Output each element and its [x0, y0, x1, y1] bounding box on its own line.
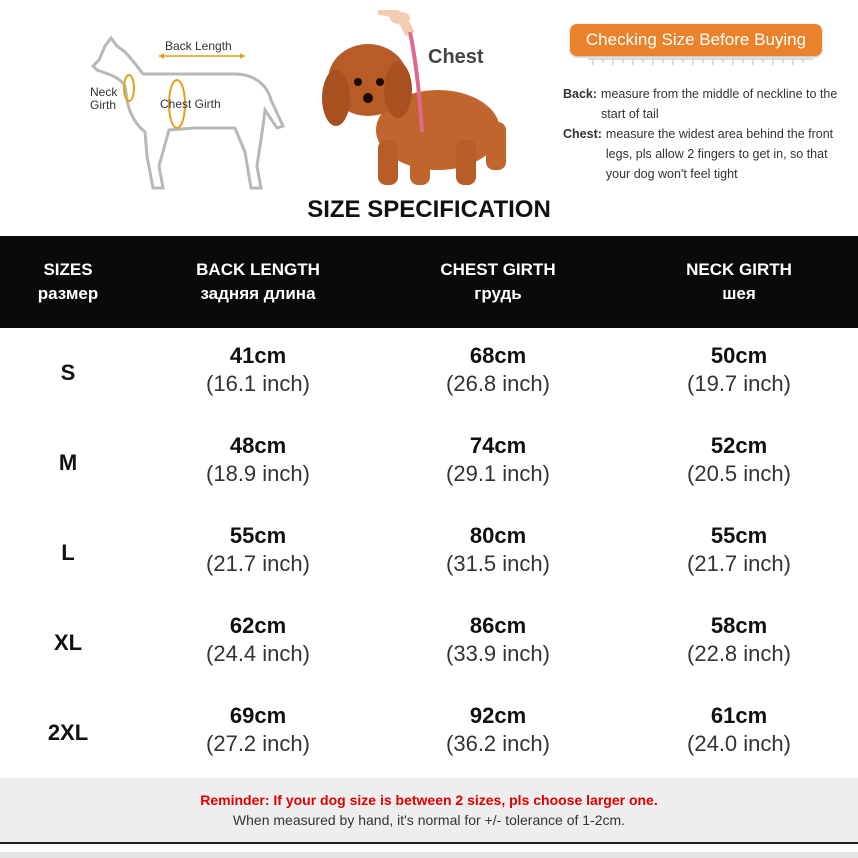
header-sizes	[0, 236, 136, 328]
chest-girth-value	[398, 522, 598, 578]
chest-note	[563, 124, 843, 184]
back-note	[563, 84, 843, 124]
table-row	[0, 598, 858, 688]
header-sizes-ru: размер	[37, 284, 99, 303]
back-note-title: Back:	[563, 87, 598, 101]
table-row	[0, 418, 858, 508]
ruler-icon	[588, 58, 813, 70]
back-length-label: Back Length	[165, 39, 232, 53]
chest-photo-label: Chest	[428, 46, 484, 68]
measurement-notes	[563, 84, 843, 184]
header-chest-girth	[398, 236, 598, 328]
header-neck-girth	[639, 236, 839, 328]
tolerance-text: When measured by hand, it's normal for +/- tolerance of 1-2cm.	[232, 812, 626, 828]
back-inch: (27.2 inch)	[206, 731, 310, 756]
poodle-photo	[318, 10, 528, 195]
back-cm: 69cm	[229, 703, 287, 728]
header-back-ru: задняя длина	[200, 284, 316, 303]
neck-cm: 55cm	[710, 523, 768, 548]
chest-girth-label: Chest Girth	[160, 97, 221, 111]
header-back-length	[158, 236, 358, 328]
chest-cm: 68cm	[469, 343, 527, 368]
reminder-text: Reminder: If your dog size is between 2 sizes, pls choose larger one.	[200, 792, 658, 808]
neck-cm: 58cm	[710, 613, 768, 638]
back-length-value	[158, 522, 358, 578]
chest-girth-value	[398, 702, 598, 758]
footer-note	[0, 778, 858, 842]
back-inch: (16.1 inch)	[206, 371, 310, 396]
chest-note-title: Chest:	[563, 127, 602, 141]
back-inch: (24.4 inch)	[206, 641, 310, 666]
page-title: SIZE SPECIFICATION	[307, 196, 551, 223]
neck-label: Neck	[90, 85, 118, 99]
header-sizes-en: SIZES	[43, 260, 93, 279]
header-chest-en: CHEST GIRTH	[440, 260, 556, 279]
back-inch: (18.9 inch)	[206, 461, 310, 486]
neck-inch: (22.8 inch)	[687, 641, 791, 666]
back-length-value	[158, 432, 358, 488]
chest-inch: (33.9 inch)	[446, 641, 550, 666]
back-cm: 55cm	[229, 523, 287, 548]
girth-label: Girth	[90, 98, 117, 112]
back-inch: (21.7 inch)	[206, 551, 310, 576]
back-note-text: measure from the middle of neckline to the start of tail	[601, 87, 838, 121]
chest-girth-value	[398, 342, 598, 398]
chest-cm: 86cm	[469, 613, 527, 638]
back-length-value	[158, 612, 358, 668]
neck-inch: (21.7 inch)	[687, 551, 791, 576]
bottom-divider	[0, 842, 858, 844]
size-label: L	[61, 540, 75, 565]
neck-girth-value	[639, 612, 839, 668]
chest-inch: (36.2 inch)	[446, 731, 550, 756]
chest-inch: (31.5 inch)	[446, 551, 550, 576]
back-cm: 41cm	[229, 343, 287, 368]
neck-inch: (19.7 inch)	[687, 371, 791, 396]
checking-size-banner: Checking Size Before Buying	[570, 24, 822, 56]
back-length-value	[158, 702, 358, 758]
neck-cm: 50cm	[710, 343, 768, 368]
table-row	[0, 688, 858, 778]
header-neck-en: NECK GIRTH	[686, 260, 792, 279]
back-length-value	[158, 342, 358, 398]
chest-inch: (26.8 inch)	[446, 371, 550, 396]
neck-inch: (24.0 inch)	[687, 731, 791, 756]
size-label: M	[58, 450, 78, 475]
neck-girth-value	[639, 522, 839, 578]
header-back-en: BACK LENGTH	[196, 260, 320, 279]
chest-girth-value	[398, 432, 598, 488]
back-cm: 62cm	[229, 613, 287, 638]
size-label: XL	[53, 630, 83, 655]
table-row	[0, 328, 858, 418]
chest-inch: (29.1 inch)	[446, 461, 550, 486]
neck-girth-value	[639, 702, 839, 758]
neck-girth-value	[639, 432, 839, 488]
neck-girth-value	[639, 342, 839, 398]
chest-note-text: measure the widest area behind the front legs, pls allow 2 fingers to get in, so that your dog won't feel tight	[605, 127, 834, 181]
neck-inch: (20.5 inch)	[687, 461, 791, 486]
header-neck-ru: шея	[722, 284, 756, 303]
bottom-strip	[0, 852, 858, 858]
chest-cm: 92cm	[469, 703, 527, 728]
neck-cm: 61cm	[710, 703, 768, 728]
size-label: 2XL	[47, 720, 89, 745]
dog-measurement-diagram	[85, 16, 290, 206]
measurement-guide	[0, 0, 858, 236]
chest-cm: 80cm	[469, 523, 527, 548]
poodle-image	[318, 10, 528, 195]
table-header	[0, 236, 858, 328]
header-chest-ru: грудь	[474, 284, 522, 303]
table-row	[0, 508, 858, 598]
neck-cm: 52cm	[710, 433, 768, 458]
size-label: S	[60, 360, 76, 385]
chest-cm: 74cm	[469, 433, 527, 458]
chest-girth-value	[398, 612, 598, 668]
back-cm: 48cm	[229, 433, 287, 458]
